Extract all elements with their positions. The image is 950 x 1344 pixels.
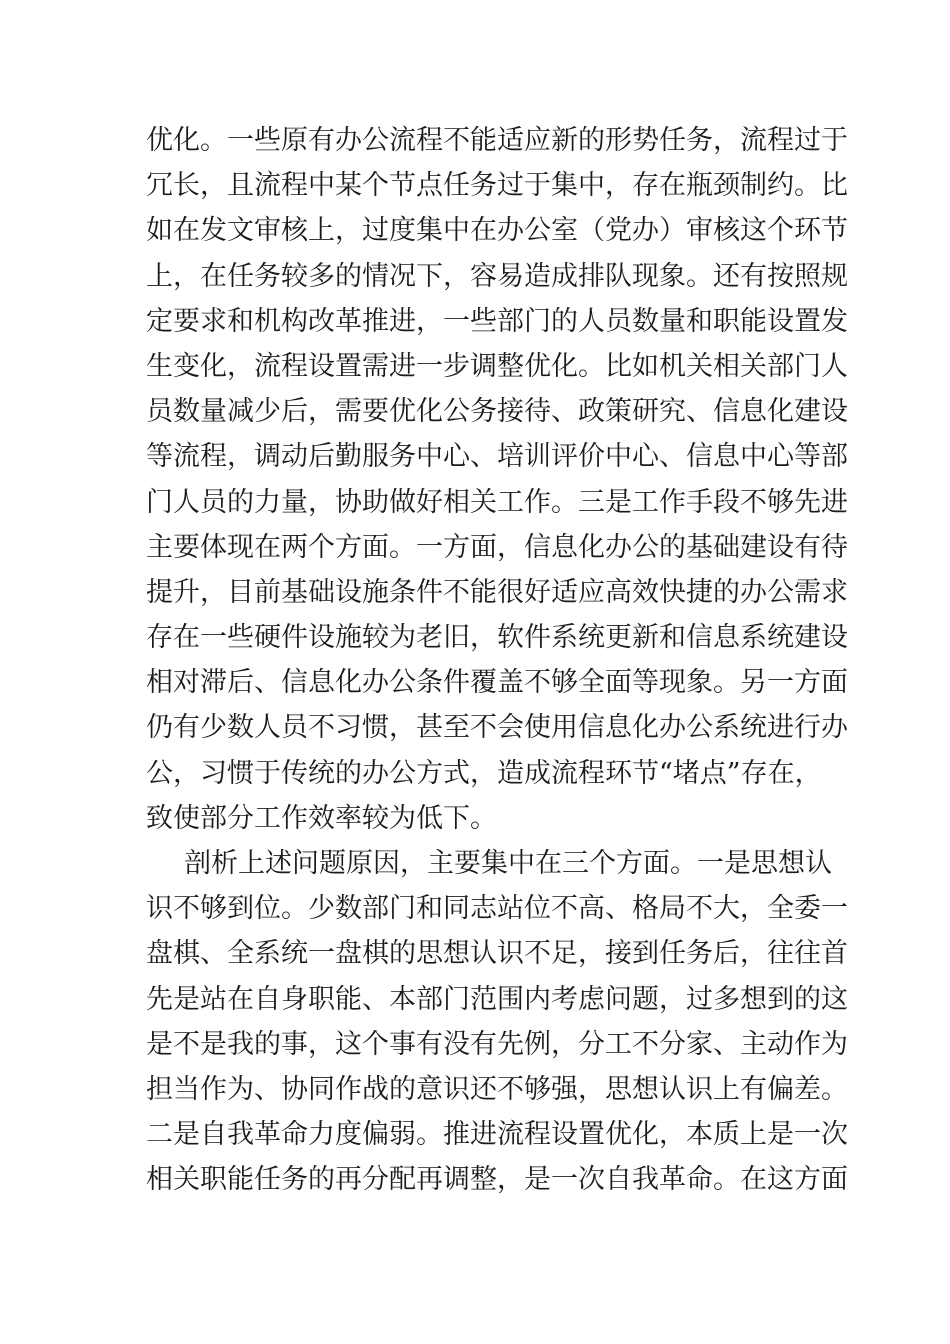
paragraph-start-line: 剖析上述问题原因，主要集中在三个方面。一是思想认 <box>184 848 832 879</box>
text-line: 盘棋、全系统一盘棋的思想认识不足，接到任务后，往往首 <box>146 938 848 970</box>
text-line: 相对滞后、信息化办公条件覆盖不够全面等现象。另一方面 <box>146 667 848 699</box>
text-line: 担当作为、协同作战的意识还不够强，思想认识上有偏差。 <box>146 1073 848 1105</box>
text-line: 等流程，调动后勤服务中心、培训评价中心、信息中心等部 <box>146 441 848 473</box>
text-line: 提升，目前基础设施条件不能很好适应高效快捷的办公需求 <box>146 576 848 608</box>
text-line: 公，习惯于传统的办公方式，造成流程环节“堵点”存在， <box>146 757 822 789</box>
text-line: 是不是我的事，这个事有没有先例，分工不分家、主动作为 <box>146 1028 848 1060</box>
text-line: 二是自我革命力度偏弱。推进流程设置优化，本质上是一次 <box>146 1119 848 1151</box>
text-line: 门人员的力量，协助做好相关工作。三是工作手段不够先进 <box>146 486 848 518</box>
text-line: 员数量减少后，需要优化公务接待、政策研究、信息化建设 <box>146 396 848 428</box>
text-line: 如在发文审核上，过度集中在办公室（党办）审核这个环节 <box>146 215 848 247</box>
text-line: 先是站在自身职能、本部门范围内考虑问题，过多想到的这 <box>146 983 848 1015</box>
text-line: 上，在任务较多的情况下，容易造成排队现象。还有按照规 <box>146 260 848 292</box>
body-text <box>146 118 848 1203</box>
paragraph-end-line: 致使部分工作效率较为低下。 <box>146 802 497 834</box>
text-line: 存在一些硬件设施较为老旧，软件系统更新和信息系统建设 <box>146 622 848 654</box>
text-line: 主要体现在两个方面。一方面，信息化办公的基础建设有待 <box>146 531 848 563</box>
text-line: 优化。一些原有办公流程不能适应新的形势任务，流程过于 <box>146 125 848 156</box>
text-line: 定要求和机构改革推进，一些部门的人员数量和职能设置发 <box>146 305 848 337</box>
text-line: 生变化，流程设置需进一步调整优化。比如机关相关部门人 <box>146 350 848 382</box>
text-line: 仍有少数人员不习惯，甚至不会使用信息化办公系统进行办 <box>146 712 848 744</box>
text-line: 冗长，且流程中某个节点任务过于集中，存在瓶颈制约。比 <box>146 170 848 202</box>
text-line: 识不够到位。少数部门和同志站位不高、格局不大，全委一 <box>146 893 848 925</box>
text-line: 相关职能任务的再分配再调整，是一次自我革命。在这方面 <box>146 1164 848 1196</box>
